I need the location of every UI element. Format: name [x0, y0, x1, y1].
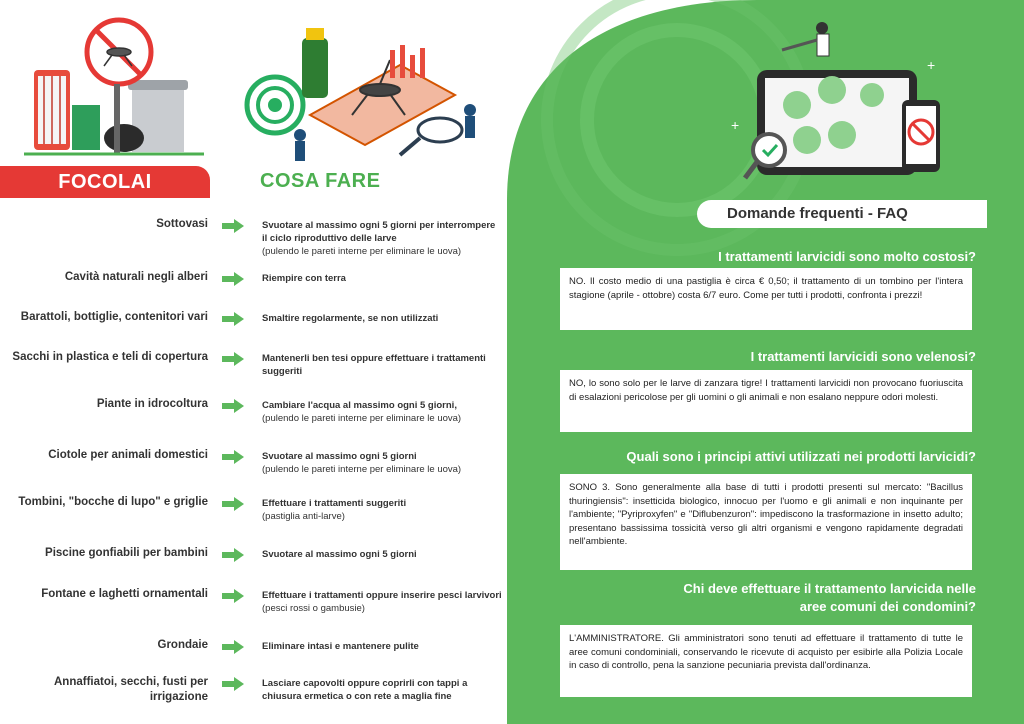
arrow-right-icon	[222, 312, 244, 326]
cosa-fare-text	[262, 399, 502, 425]
focolaio-label: Cavità naturali negli alberi	[64, 271, 208, 283]
faq-question: Quali sono i principi attivi utilizzati nei prodotti larvicidi?	[626, 449, 976, 464]
repellents-illustration	[240, 20, 485, 165]
arrow-right-icon	[222, 589, 244, 603]
cosa-fare-text	[262, 548, 502, 561]
focolaio-label: Sottovasi	[156, 218, 208, 230]
faq-question: Chi deve effettuare il trattamento larvicida nelle aree comuni dei condomini?	[683, 581, 976, 614]
action-main: Mantenerli ben tesi oppure effettuare i trattamenti suggeriti	[262, 353, 486, 377]
faq-title: Domande frequenti - FAQ	[727, 205, 908, 222]
cosa-fare-text	[262, 450, 502, 476]
action-note: (pulendo le pareti interne per eliminare le uova)	[262, 246, 462, 257]
action-main: Cambiare l'acqua al massimo ogni 5 giorni,	[262, 400, 457, 411]
arrow-right-icon	[222, 219, 244, 233]
action-main: Smaltire regolarmente, se non utilizzati	[262, 313, 439, 324]
action-note: (pastiglia anti-larve)	[262, 511, 345, 522]
cosa-fare-text	[262, 589, 502, 615]
arrow-right-icon	[222, 677, 244, 691]
cosa-fare-text	[262, 312, 502, 325]
right-page	[507, 0, 1024, 724]
action-main: Svuotare al massimo ogni 5 giorni	[262, 451, 417, 462]
focolaio-label: Ciotole per animali domestici	[48, 449, 208, 461]
focolaio-label: Barattoli, bottiglie, contenitori vari	[20, 311, 208, 323]
faq-question: I trattamenti larvicidi sono velenosi?	[750, 349, 976, 364]
svg-text:+: +	[927, 57, 936, 73]
action-main: Lasciare capovolti oppure coprirli con tappi a chiusura ermetica o con rete a maglia fine	[262, 678, 468, 702]
cosa-fare-text	[262, 497, 502, 523]
cosa-fare-text	[262, 219, 502, 258]
action-main: Eliminare intasi e mantenere pulite	[262, 641, 419, 652]
cosa-fare-header: COSA FARE	[260, 170, 381, 192]
faq-question: I trattamenti larvicidi sono molto costosi?	[718, 249, 976, 264]
action-note: (pulendo le pareti interne per eliminare le uova)	[262, 464, 462, 475]
focolaio-label: Tombini, "bocche di lupo" e griglie	[18, 496, 208, 508]
action-main: Svuotare al massimo ogni 5 giorni	[262, 549, 417, 560]
svg-text:+: +	[731, 117, 740, 133]
action-note: (pesci rossi o gambusie)	[262, 603, 365, 614]
focolaio-label: Piscine gonfiabili per bambini	[45, 547, 208, 559]
focolaio-label: Grondaie	[157, 639, 208, 651]
focolaio-label: Piante in idrocoltura	[96, 398, 208, 410]
arrow-right-icon	[222, 497, 244, 511]
mosquito-sources-illustration	[24, 10, 204, 160]
action-main: Riempire con terra	[262, 273, 346, 284]
arrow-right-icon	[222, 352, 244, 366]
arrow-right-icon	[222, 272, 244, 286]
faq-answer: NO. Il costo medio di una pastiglia è circa € 0,50; il trattamento di un tombino per l'intera stagione (aprile - ottobre) costa 6/7 euro. Come per tutti i prodotti, confronta i prezzi!	[560, 268, 972, 330]
cosa-fare-text	[262, 640, 502, 653]
cosa-fare-text	[262, 272, 502, 285]
arrow-right-icon	[222, 548, 244, 562]
arrow-right-icon	[222, 640, 244, 654]
focolaio-label: Fontane e laghetti ornamentali	[41, 588, 208, 600]
arrow-right-icon	[222, 450, 244, 464]
focolaio-label: Annaffiatoi, secchi, fusti per irrigazione	[54, 676, 208, 703]
cosa-fare-text	[262, 352, 502, 378]
faq-illustration	[727, 10, 987, 190]
focolaio-label: Sacchi in plastica e teli di copertura	[12, 351, 208, 363]
faq-answer: NO, lo sono solo per le larve di zanzara tigre! I trattamenti larvicidi non provocano fuoriuscita di esalazioni pericolose per gli uomini o gli animali e non esalano neppure odori molesti.	[560, 370, 972, 432]
action-main: Effettuare i trattamenti oppure inserire pesci larvivori	[262, 590, 502, 601]
focolai-header: FOCOLAI	[0, 166, 210, 198]
action-note: (pulendo le pareti interne per eliminare le uova)	[262, 413, 462, 424]
action-main: Effettuare i trattamenti suggeriti	[262, 498, 407, 509]
arrow-right-icon	[222, 399, 244, 413]
action-main: Svuotare al massimo ogni 5 giorni per interrompere il ciclo riproduttivo delle larve	[262, 220, 496, 244]
faq-answer: SONO 3. Sono generalmente alla base di tutti i prodotti presenti sul mercato: "Bacillus thuringiensis": insetticida biologico, innocuo per l'uomo e gli animali e non inquinante per l'ambiente; "Pyriproxyfen" e "Diflubenzuron": impediscono la trasformazione in insetto adulto; presentano bassissima tossicità verso gli altri organismi e vengono rapidamente degradati nell'ambiente.	[560, 474, 972, 570]
faq-answer: L'AMMINISTRATORE. Gli amministratori sono tenuti ad effettuare il trattamento di tutte le aree comuni condominiali, conservando le ricevute di acquisto per esibirle alla Polizia Locale in caso di controllo, pena la sanzione pecuniaria prevista dall'ordinanza.	[560, 625, 972, 697]
cosa-fare-text	[262, 677, 502, 703]
